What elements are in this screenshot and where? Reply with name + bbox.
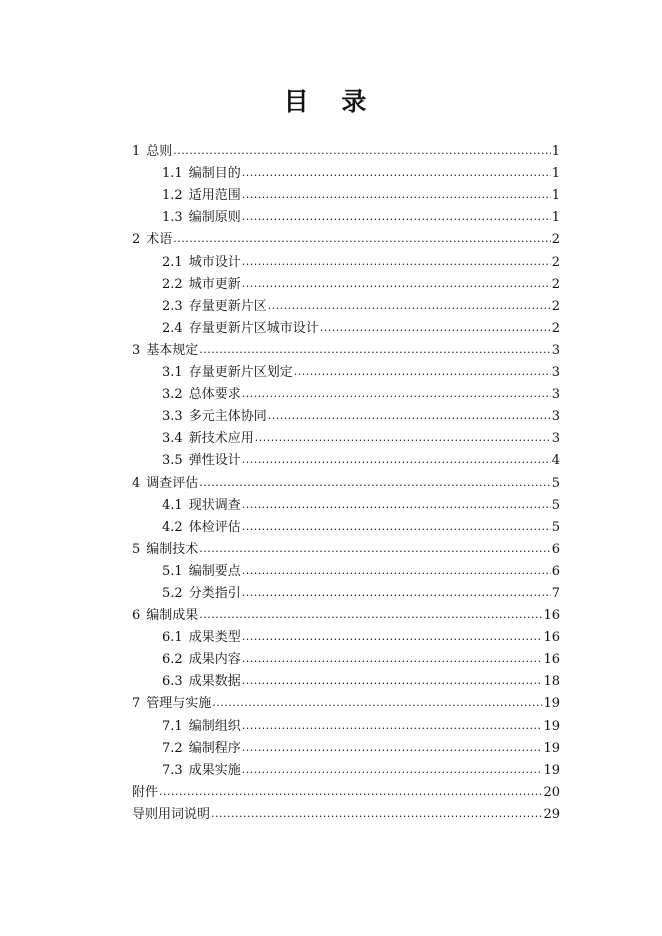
- toc-entry-number: 1.3: [162, 210, 183, 226]
- toc-entry-label: [162, 520, 241, 536]
- toc-entry-number: 3.2: [162, 387, 183, 403]
- toc-leader-dots: [199, 608, 542, 622]
- toc-entry-number: 6.1: [162, 630, 183, 646]
- toc-entry-number: 2.2: [162, 276, 183, 292]
- toc-entry-number: 3.3: [162, 409, 183, 425]
- toc-leader-dots: [242, 520, 551, 534]
- toc-page-number: 7: [551, 585, 560, 601]
- toc-entry-text: 基本规定: [146, 342, 199, 358]
- toc-entry-number: 3.1: [162, 365, 183, 381]
- toc-entry[interactable]: [132, 469, 560, 491]
- toc-page-number: 3: [551, 342, 560, 358]
- toc-page-number: 1: [551, 166, 560, 182]
- toc-page-number: 5: [551, 519, 560, 535]
- toc-entry-text: 总体要求: [188, 387, 241, 403]
- toc-entry-label: [162, 277, 241, 293]
- toc-entry[interactable]: [132, 447, 560, 469]
- toc-page-number: 2: [551, 254, 560, 270]
- toc-entry-label: [162, 763, 241, 779]
- toc-leader-dots: [242, 564, 551, 578]
- toc-page-number: 3: [551, 409, 560, 425]
- toc-entry[interactable]: [132, 712, 560, 734]
- toc-page-number: 1: [551, 144, 560, 160]
- toc-entry-label: [162, 210, 241, 226]
- toc-entry-text: 术语: [146, 232, 173, 248]
- toc-page-number: 18: [543, 674, 560, 690]
- toc-leader-dots: [294, 365, 551, 379]
- toc-entry-text: 成果类型: [188, 630, 241, 646]
- toc-page-number: 19: [543, 696, 560, 712]
- toc-entry-number: 7: [132, 696, 141, 712]
- toc-leader-dots: [242, 674, 543, 688]
- toc-entry[interactable]: [132, 558, 560, 580]
- toc-page-number: 6: [551, 541, 560, 557]
- toc-page-number: 16: [543, 630, 560, 646]
- toc-entry-number: 6.2: [162, 652, 183, 668]
- toc-entry-text: 存量更新片区: [188, 298, 267, 314]
- toc-entry-text: 城市更新: [188, 276, 241, 292]
- toc-page-number: 2: [551, 298, 560, 314]
- toc-leader-dots: [242, 453, 551, 467]
- toc-entry-label: [162, 652, 241, 668]
- toc-leader-dots: [199, 476, 550, 490]
- toc-entry-number: 5.1: [162, 563, 183, 579]
- toc-entry-text: 管理与实施: [146, 696, 212, 712]
- toc-leader-dots: [212, 696, 542, 710]
- toc-entry-number: 4.1: [162, 497, 183, 513]
- toc-entry-number: 3.4: [162, 431, 183, 447]
- toc-entry[interactable]: [132, 182, 560, 204]
- toc-leader-dots: [320, 321, 551, 335]
- toc-entry-number: 1.2: [162, 188, 183, 204]
- toc-entry-number: 2: [132, 232, 141, 248]
- toc-entry-label: [132, 144, 172, 160]
- toc-entry-label: [162, 255, 241, 271]
- toc-page-number: 3: [551, 365, 560, 381]
- toc-leader-dots: [242, 277, 551, 291]
- toc-leader-dots: [242, 741, 543, 755]
- toc-entry[interactable]: [132, 514, 560, 536]
- toc-page-number: 16: [543, 608, 560, 624]
- toc-entry-number: 6.3: [162, 674, 183, 690]
- toc-page-number: 1: [551, 210, 560, 226]
- toc-page-number: 2: [551, 320, 560, 336]
- toc-entry-text: 现状调查: [188, 497, 241, 513]
- toc-entry-label: [132, 232, 172, 248]
- toc-page-number: 5: [551, 497, 560, 513]
- toc-leader-dots: [242, 255, 551, 269]
- toc-entry-label: [162, 564, 241, 580]
- toc-leader-dots: [242, 188, 551, 202]
- toc-entry-text: 编制组织: [188, 718, 241, 734]
- toc-entry-number: 2.4: [162, 320, 183, 336]
- toc-entry-label: [162, 321, 319, 337]
- toc-entry[interactable]: [132, 492, 560, 514]
- toc-page-number: 3: [551, 431, 560, 447]
- toc-entry-label: [132, 476, 198, 492]
- toc-leader-dots: [173, 232, 550, 246]
- toc-entry-text: 编制目的: [188, 166, 241, 182]
- toc-entry-text: 成果实施: [188, 762, 241, 778]
- toc-entry[interactable]: [132, 536, 560, 558]
- toc-entry-number: 4.2: [162, 519, 183, 535]
- toc-entry-text: 体检评估: [188, 519, 241, 535]
- toc-entry-label: [162, 409, 267, 425]
- toc-entry-number: 5.2: [162, 585, 183, 601]
- toc-entry-label: [162, 188, 241, 204]
- toc-entry-text: 多元主体协同: [188, 409, 267, 425]
- toc-entry-label: [162, 719, 241, 735]
- toc-entry-number: 6: [132, 608, 141, 624]
- toc-entry-number: 3.5: [162, 453, 183, 469]
- toc-entry-label: [132, 343, 198, 359]
- toc-entry[interactable]: [132, 646, 560, 668]
- toc-entry-label: [162, 674, 241, 690]
- toc-page-number: 29: [543, 806, 560, 822]
- toc-entry-label: [162, 166, 241, 182]
- toc-page-number: 1: [551, 188, 560, 204]
- toc-entry-number: 2.1: [162, 254, 183, 270]
- toc-page-number: 3: [551, 387, 560, 403]
- toc-entry[interactable]: [132, 801, 560, 823]
- toc-entry[interactable]: [132, 315, 560, 337]
- toc-entry-label: [162, 453, 241, 469]
- toc-entry-number: 1.1: [162, 166, 183, 182]
- toc-page-number: 2: [551, 276, 560, 292]
- toc-page-number: 19: [543, 718, 560, 734]
- toc-leader-dots: [199, 542, 550, 556]
- toc-leader-dots: [211, 807, 542, 821]
- table-of-contents: [132, 138, 560, 823]
- toc-leader-dots: [242, 763, 543, 777]
- toc-entry-label: [162, 741, 241, 757]
- toc-entry[interactable]: [132, 690, 560, 712]
- toc-entry-text: 新技术应用: [188, 431, 254, 447]
- toc-entry-label: [132, 807, 210, 823]
- toc-entry-number: 1: [132, 144, 141, 160]
- toc-entry[interactable]: [132, 624, 560, 646]
- toc-entry-number: 7.3: [162, 762, 183, 778]
- toc-page-number: 20: [543, 784, 560, 800]
- toc-entry-number: 7.2: [162, 740, 183, 756]
- toc-entry-label: [162, 431, 254, 447]
- toc-entry-text: 编制技术: [146, 541, 199, 557]
- toc-leader-dots: [242, 210, 551, 224]
- toc-entry-text: 城市设计: [188, 254, 241, 270]
- toc-entry-number: 5: [132, 541, 141, 557]
- toc-entry-text: 编制要点: [188, 563, 241, 579]
- toc-entry-text: 编制原则: [188, 210, 241, 226]
- toc-page-number: 5: [551, 475, 560, 491]
- toc-entry-label: [132, 542, 198, 558]
- toc-entry-text: 编制程序: [188, 740, 241, 756]
- toc-entry[interactable]: [132, 160, 560, 182]
- toc-entry[interactable]: [132, 425, 560, 447]
- toc-entry-label: [162, 299, 267, 315]
- toc-entry-label: [132, 696, 211, 712]
- toc-entry[interactable]: [132, 580, 560, 602]
- toc-leader-dots: [268, 409, 551, 423]
- toc-entry-label: [132, 785, 158, 801]
- toc-entry-label: [132, 608, 198, 624]
- toc-entry[interactable]: [132, 337, 560, 359]
- toc-leader-dots: [242, 630, 543, 644]
- toc-entry-text: 存量更新片区划定: [188, 365, 293, 381]
- toc-entry[interactable]: [132, 602, 560, 624]
- toc-page-number: 6: [551, 563, 560, 579]
- toc-entry[interactable]: [132, 293, 560, 315]
- toc-page-number: 19: [543, 740, 560, 756]
- toc-entry-text: 调查评估: [146, 475, 199, 491]
- toc-leader-dots: [268, 299, 551, 313]
- toc-entry[interactable]: [132, 403, 560, 425]
- toc-leader-dots: [242, 719, 543, 733]
- toc-entry[interactable]: [132, 248, 560, 270]
- toc-page-number: 19: [543, 762, 560, 778]
- toc-entry-text: 弹性设计: [188, 453, 241, 469]
- toc-entry-label: [162, 365, 293, 381]
- toc-entry-label: [162, 387, 241, 403]
- toc-entry-text: 导则用词说明: [132, 806, 211, 822]
- toc-leader-dots: [242, 586, 551, 600]
- toc-entry[interactable]: [132, 381, 560, 403]
- toc-entry-text: 成果数据: [188, 674, 241, 690]
- toc-entry[interactable]: [132, 138, 560, 160]
- toc-entry-label: [162, 630, 241, 646]
- toc-entry-text: 成果内容: [188, 652, 241, 668]
- toc-entry[interactable]: [132, 779, 560, 801]
- toc-entry-label: [162, 498, 241, 514]
- toc-leader-dots: [242, 652, 543, 666]
- toc-page-number: 2: [551, 232, 560, 248]
- toc-entry-text: 总则: [146, 144, 173, 160]
- toc-entry-text: 适用范围: [188, 188, 241, 204]
- toc-entry-text: 分类指引: [188, 585, 241, 601]
- toc-entry[interactable]: [132, 359, 560, 381]
- toc-page-number: 4: [551, 453, 560, 469]
- toc-entry[interactable]: [132, 271, 560, 293]
- toc-entry[interactable]: [132, 735, 560, 757]
- toc-leader-dots: [242, 166, 551, 180]
- toc-entry[interactable]: [132, 204, 560, 226]
- toc-entry-text: 附件: [132, 784, 159, 800]
- toc-leader-dots: [255, 431, 551, 445]
- toc-entry[interactable]: [132, 226, 560, 248]
- toc-leader-dots: [159, 785, 542, 799]
- toc-entry[interactable]: [132, 668, 560, 690]
- toc-entry-number: 3: [132, 342, 141, 358]
- toc-entry-text: 编制成果: [146, 608, 199, 624]
- toc-leader-dots: [173, 144, 550, 158]
- toc-leader-dots: [242, 387, 551, 401]
- toc-entry-label: [162, 586, 241, 602]
- toc-entry[interactable]: [132, 757, 560, 779]
- toc-entry-number: 2.3: [162, 298, 183, 314]
- toc-leader-dots: [199, 343, 550, 357]
- page-title: 目 录: [283, 87, 379, 116]
- toc-entry-text: 存量更新片区城市设计: [188, 320, 319, 336]
- toc-page-number: 16: [543, 652, 560, 668]
- toc-entry-number: 7.1: [162, 718, 183, 734]
- toc-leader-dots: [242, 498, 551, 512]
- toc-entry-number: 4: [132, 475, 141, 491]
